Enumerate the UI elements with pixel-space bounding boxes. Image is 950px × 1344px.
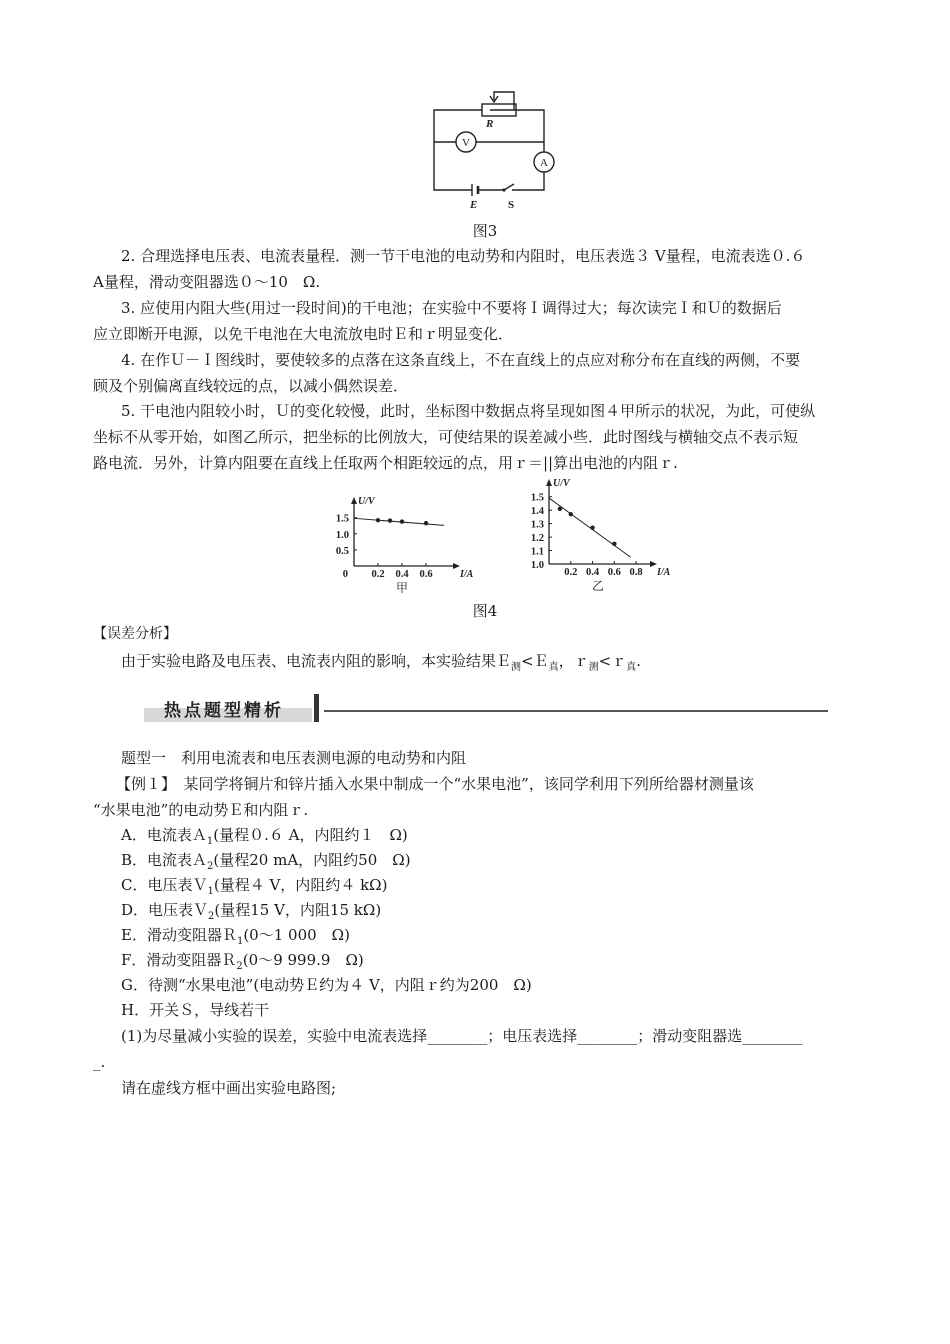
example-line1: 【例１】 某同学将铜片和锌片插入水果中制成一个“水果电池”，该同学利用下列所给器材测量该: [116, 775, 754, 793]
wire-right: [490, 110, 544, 190]
data-point: [612, 542, 616, 546]
y-tick-label: 0.5: [335, 545, 349, 557]
label-E: E: [470, 199, 478, 211]
fit-line: [549, 498, 631, 557]
x-axis-arrow: [453, 563, 460, 569]
circuit-diagram-figure3: [420, 82, 560, 212]
chart-yi: [515, 476, 671, 598]
option-item: H．开关Ｓ，导线若干: [121, 1001, 270, 1019]
y-tick-label: 1.3: [530, 519, 544, 531]
x-tick-label: 0.8: [629, 567, 643, 578]
option-item: B．电流表Ａ$_2$(量程20 mA，内阻约50 Ω): [121, 851, 411, 872]
y-tick-label: 1.5: [530, 492, 544, 504]
x-tick-label: 0.6: [607, 567, 621, 578]
data-point: [558, 507, 562, 511]
data-point: [376, 518, 380, 522]
switch-symbol: [504, 184, 514, 190]
banner-bar: [314, 694, 319, 722]
origin-label: 0: [342, 569, 348, 580]
x-tick-label: 0.4: [395, 569, 409, 580]
chart-title: 甲: [395, 581, 409, 595]
y-axis-arrow: [351, 497, 357, 504]
y-axis-label: U/V: [358, 496, 375, 507]
example-line2: “水果电池”的电动势Ｅ和内阻ｒ.: [93, 801, 309, 819]
option-item: E．滑动变阻器Ｒ$_1$(0～1 000 Ω): [121, 926, 350, 947]
option-item: D．电压表Ｖ$_2$(量程15 V，内阻15 kΩ): [121, 901, 382, 922]
chart-title: 乙: [591, 579, 605, 593]
x-tick-label: 0.2: [371, 569, 385, 580]
y-tick-label: 1.1: [530, 546, 544, 558]
banner-title: 热点题型精析: [164, 701, 284, 721]
x-axis-arrow: [650, 561, 657, 567]
y-tick-label: 1.5: [335, 513, 349, 525]
error-analysis-heading: 【误差分析】: [93, 626, 177, 642]
option-item: C．电压表Ｖ$_1$(量程４ V，内阻约４ kΩ): [121, 876, 388, 897]
question-type-title: 题型一 利用电流表和电压表测电源的电动势和内阻: [121, 749, 467, 767]
wire-left: [434, 110, 482, 190]
paragraph-5-line3: 路电流．另外，计算内阻要在直线上任取两个相距较远的点，用ｒ＝||算出电池的内阻ｒ.: [93, 454, 678, 472]
paragraph-2-line1: 2. 合理选择电压表、电流表量程．测一节干电池的电动势和内阻时，电压表选３ V量程，电流表选０.６: [121, 247, 806, 265]
paragraph-3-line1: 3. 应使用内阻大些(用过一段时间)的干电池；在实验中不要将Ｉ调得过大；每次读完Ｉ和Ｕ的数据后: [121, 299, 782, 317]
draw-prompt: 请在虚线方框中画出实验电路图;: [121, 1079, 337, 1097]
data-point: [424, 521, 428, 525]
banner-divider: [324, 710, 828, 712]
x-tick-label: 0.6: [419, 569, 433, 580]
section-banner: [140, 690, 830, 728]
data-point: [388, 518, 392, 522]
chart-jia: [318, 476, 474, 598]
data-point: [569, 512, 573, 516]
y-axis-arrow: [546, 479, 552, 486]
paragraph-4-line1: 4. 在作Ｕ－Ｉ图线时，要使较多的点落在这条直线上，不在直线上的点应对称分布在直线的两侧，不要: [121, 351, 801, 369]
x-tick-label: 0.2: [564, 567, 578, 578]
option-item: A．电流表Ａ$_1$(量程０.６ A，内阻约１ Ω): [121, 826, 408, 847]
paragraph-3-line2: 应立即断开电源，以免干电池在大电流放电时Ｅ和ｒ明显变化．: [93, 325, 514, 343]
paragraph-5-line1: 5. 干电池内阻较小时，Ｕ的变化较慢，此时，坐标图中数据点将呈现如图４甲所示的状况，为此，可使纵: [121, 402, 816, 420]
fit-line: [354, 518, 444, 525]
rheostat-slider: [494, 92, 514, 110]
data-point: [400, 519, 404, 523]
question-1-line1: (1)为尽量减小实验的误差，实验中电流表选择________；电压表选择________；滑动变阻器选________: [121, 1027, 803, 1045]
x-axis-label: I/A: [657, 567, 671, 578]
y-tick-label: 1.0: [335, 529, 349, 541]
x-axis-label: I/A: [460, 569, 474, 580]
y-axis-label: U/V: [553, 478, 570, 489]
label-S: S: [508, 199, 515, 211]
paragraph-2-line2: A量程，滑动变阻器选０～10 Ω.: [93, 273, 321, 291]
figure3-caption: 图3: [472, 222, 498, 240]
y-tick-label: 1.2: [530, 533, 544, 545]
figure4-caption: 图4: [472, 602, 498, 620]
paragraph-4-line2: 顾及个别偏离直线较远的点，以减小偶然误差．: [93, 377, 409, 395]
y-tick-label: 1.0: [530, 560, 544, 571]
label-V: V: [462, 137, 470, 149]
x-tick-label: 0.4: [585, 567, 600, 578]
y-tick-label: 1.4: [530, 506, 544, 518]
option-item: G．待测“水果电池”(电动势Ｅ约为４ V，内阻ｒ约为200 Ω): [121, 976, 532, 994]
question-1-line2: _.: [93, 1053, 106, 1071]
data-point: [590, 525, 594, 529]
paragraph-5-line2: 坐标不从零开始，如图乙所示，把坐标的比例放大，可使结果的误差减小些．此时图线与横轴交点不表示短: [93, 428, 799, 446]
option-item: F．滑动变阻器Ｒ$_2$(0～9 999.9 Ω): [121, 951, 364, 972]
error-analysis-text: 由于实验电路及电压表、电流表内阻的影响，本实验结果Ｅ$_测$<Ｅ$_真$，ｒ$_测$<ｒ$_真$.: [121, 652, 641, 673]
label-A: A: [540, 157, 548, 169]
label-R: R: [486, 118, 494, 130]
